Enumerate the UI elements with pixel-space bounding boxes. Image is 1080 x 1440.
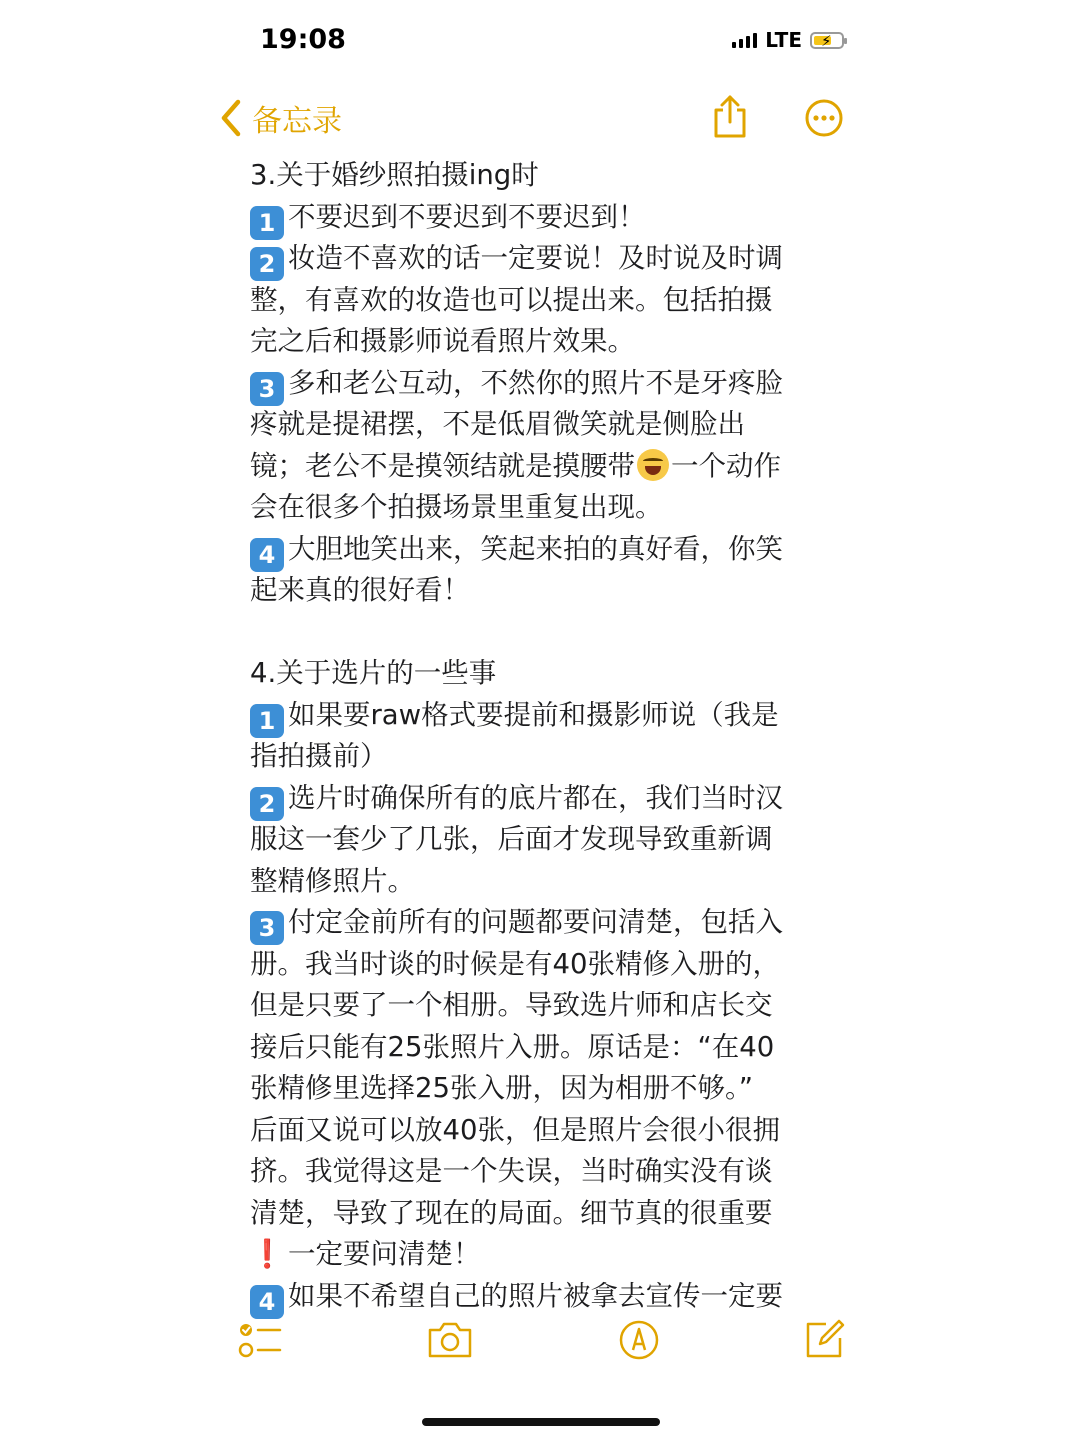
- status-indicators: [732, 28, 844, 52]
- compose-icon: [802, 1318, 846, 1362]
- compose-button[interactable]: [802, 1318, 846, 1366]
- note-line: [250, 1276, 830, 1318]
- note-text: 如果不希望自己的照片被拿去宣传一定要: [288, 1279, 783, 1312]
- note-text: 接后只能有25张照片入册。原话是：“在40: [250, 1030, 775, 1063]
- more-button[interactable]: [804, 98, 844, 142]
- note-text: 服这一套少了几张，后面才发现导致重新调: [250, 823, 773, 855]
- note-line: [250, 321, 830, 363]
- note-line: [250, 155, 830, 197]
- checklist-button[interactable]: [236, 1318, 284, 1366]
- keycap-number-badge: 4: [250, 1285, 284, 1319]
- note-line: [250, 570, 830, 612]
- note-text: 多和老公互动，不然你的照片不是牙疼脸: [288, 366, 783, 399]
- note-text: 3.关于婚纱照拍摄ing时: [250, 159, 539, 191]
- note-line: [250, 653, 830, 695]
- back-button[interactable]: [218, 96, 342, 140]
- note-text: 4.关于选片的一些事: [250, 657, 497, 689]
- note-text: 大胆地笑出来，笑起来拍的真好看，你笑: [288, 532, 783, 565]
- note-text: 如果要raw格式要提前和摄影师说（我是: [288, 698, 779, 731]
- note-line: [250, 778, 830, 820]
- share-button[interactable]: [710, 94, 750, 144]
- note-text: 选片时确保所有的底片都在，我们当时汉: [288, 781, 783, 814]
- note-body[interactable]: [250, 155, 830, 1316]
- camera-button[interactable]: [426, 1318, 474, 1366]
- note-line: [250, 944, 830, 986]
- note-line: [250, 197, 830, 239]
- status-bar: [0, 0, 1080, 86]
- keycap-number-badge: 2: [250, 787, 284, 821]
- note-line: [250, 404, 830, 446]
- note-line: [250, 736, 830, 778]
- note-text: 整，有喜欢的妆造也可以提出来。包括拍摄: [250, 283, 773, 316]
- note-text: 不要迟到不要迟到不要迟到！: [288, 200, 646, 233]
- camera-icon: [426, 1318, 474, 1362]
- note-line: [250, 1234, 830, 1276]
- more-icon: [804, 98, 844, 138]
- note-text: 张精修里选择25张入册，因为相册不够。”: [250, 1072, 753, 1104]
- note-text: 册。我当时谈的时候是有40张精修入册的，: [250, 947, 780, 980]
- back-label: 备忘录: [252, 104, 342, 139]
- note-text: 一定要问清楚！: [288, 1238, 481, 1270]
- note-line: [250, 985, 830, 1027]
- keycap-number-badge: 3: [250, 911, 284, 945]
- note-line: [250, 487, 830, 529]
- note-line: [250, 280, 830, 322]
- note-line: [250, 695, 830, 737]
- note-line: [250, 902, 830, 944]
- note-text: 付定金前所有的问题都要问清楚，包括入: [288, 906, 783, 938]
- note-text: 一个动作: [671, 449, 781, 482]
- note-line: [250, 529, 830, 571]
- home-indicator[interactable]: [422, 1418, 660, 1426]
- navigation-bar: [0, 86, 1080, 152]
- note-text: 妆造不喜欢的话一定要说！及时说及时调: [288, 242, 783, 274]
- exclamation-icon: ❗: [250, 1238, 285, 1270]
- markup-pen-icon: [617, 1318, 661, 1362]
- network-type: LTE: [765, 28, 802, 52]
- chevron-left-icon: [218, 98, 244, 138]
- keycap-number-badge: 1: [250, 704, 284, 738]
- note-text: 清楚，导致了现在的局面。细节真的很重要: [250, 1196, 773, 1229]
- note-line: [250, 819, 830, 861]
- bottom-toolbar: [0, 1318, 1080, 1378]
- note-line: [250, 1151, 830, 1193]
- note-line: [250, 238, 830, 280]
- tears-of-joy-emoji-icon: [637, 449, 669, 481]
- note-text: 起来真的很好看！: [250, 574, 470, 606]
- status-time: 19:08: [260, 24, 346, 55]
- keycap-number-badge: 3: [250, 372, 284, 406]
- keycap-number-badge: 1: [250, 206, 284, 240]
- keycap-number-badge: 2: [250, 247, 284, 281]
- note-text: 挤。我觉得这是一个失误，当时确实没有谈: [250, 1155, 773, 1187]
- note-line: [250, 1068, 830, 1110]
- note-line: [250, 1027, 830, 1069]
- note-text: 完之后和摄影师说看照片效果。: [250, 325, 635, 357]
- note-text: 但是只要了一个相册。导致选片师和店长交: [250, 989, 773, 1021]
- note-text: 后面又说可以放40张，但是照片会很小很拥: [250, 1113, 780, 1146]
- note-line: [250, 1193, 830, 1235]
- checklist-icon: [236, 1318, 284, 1362]
- note-text: 会在很多个拍摄场景里重复出现。: [250, 491, 663, 523]
- cellular-signal-icon: [732, 33, 757, 48]
- note-line: [250, 861, 830, 903]
- battery-icon: ⚡: [810, 32, 844, 49]
- keycap-number-badge: 4: [250, 538, 284, 572]
- note-line: [250, 612, 830, 654]
- note-text: 指拍摄前）: [250, 740, 388, 772]
- note-text: 镜；老公不是摸领结就是摸腰带: [250, 449, 635, 482]
- note-line: [250, 1110, 830, 1152]
- note-text: 整精修照片。: [250, 864, 415, 897]
- note-text: 疼就是提裙摆，不是低眉微笑就是侧脸出: [250, 408, 745, 440]
- note-line: [250, 363, 830, 405]
- markup-button[interactable]: [617, 1318, 661, 1366]
- share-icon: [710, 94, 750, 140]
- note-line: [250, 446, 830, 488]
